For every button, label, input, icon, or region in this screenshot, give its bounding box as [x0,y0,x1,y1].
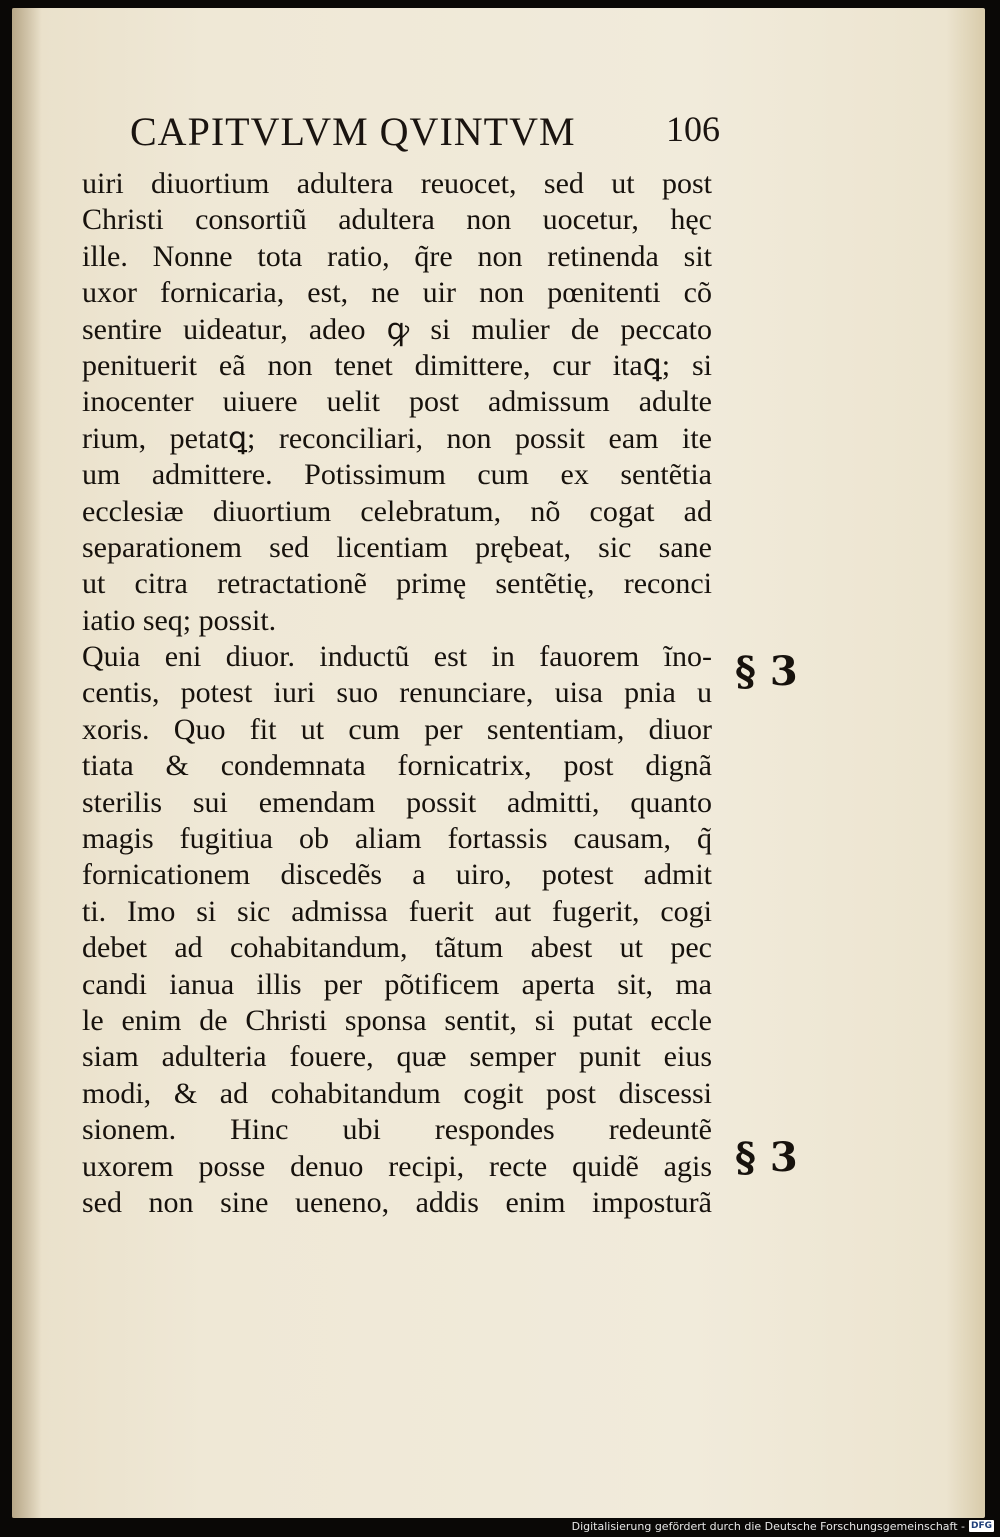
text-line: centis, potest iuri suo renunciare, uisa pnia u [82,676,712,710]
text-line: sentire uideatur, adeo ꝙ si mulier de peccato [82,312,712,346]
text-line: candi ianua illis per põtificem aperta sit, ma [82,967,712,1001]
text-line: fornicationem discedẽs a uiro, potest admit [82,858,712,892]
text-line: siam adulteria fouere, quæ semper punit eius [82,1040,712,1074]
text-line: rium, petatꝗ; reconciliari, non possit eam ite [82,421,712,455]
running-head: CAPITVLVM QVINTVM [130,109,576,154]
text-line: xoris. Quo fit ut cum per sententiam, diuor [82,712,712,746]
text-line: Christi consortiũ adultera non uocetur, hęc [82,203,712,237]
text-line: penituerit eã non tenet dimittere, cur itaꝗ; si [82,348,712,382]
text-line: uxorem posse denuo recipi, recte quidẽ agis [82,1149,712,1183]
text-line: uxor fornicaria, est, ne uir non pœnitenti cõ [82,276,712,310]
text-line: separationem sed licentiam prębeat, sic sane [82,530,712,564]
text-line: ille. Nonne tota ratio, q̃re non retinenda sit [82,239,712,273]
digitization-footer [572,1519,994,1533]
text-line: ti. Imo si sic admissa fuerit aut fugerit, cogi [82,894,712,928]
page-header [130,108,720,158]
text-line: Quia eni diuor. inductũ est in fauorem ĩno- [82,640,712,674]
folio-number: 106 [666,109,720,149]
text-line: ut citra retractationẽ primę sentẽtię, reconci [82,567,712,601]
text-line: um admittere. Potissimum cum ex sentẽtia [82,458,712,492]
text-line: tiata & condemnata fornicatrix, post dignã [82,749,712,783]
text-line: le enim de Christi sponsa sentit, si putat eccle [82,1003,712,1037]
text-line: uiri diuortium adultera reuocet, sed ut post [82,167,712,200]
margin-section-mark: § 3 [735,648,798,695]
text-line: sterilis sui emendam possit admitti, quanto [82,785,712,819]
text-line: sed non sine ueneno, addis enim imposturã [82,1185,712,1219]
text-line: sionem. Hinc ubi respondes redeuntẽ [82,1113,712,1147]
funding-credit: Digitalisierung gefördert durch die Deutsche Forschungsgemeinschaft - [571,1519,965,1533]
body-text [82,166,712,1221]
text-line: debet ad cohabitandum, tãtum abest ut pec [82,931,712,965]
book-page [12,8,985,1518]
text-line: inocenter uiuere uelit post admissum adulte [82,385,712,419]
text-line: iatio seq; possit. [82,603,277,637]
margin-section-mark: § 3 [735,1134,798,1181]
dfg-logo: DFG [970,1521,992,1531]
text-line: ecclesiæ diuortium celebratum, nõ cogat ad [82,494,712,528]
text-line: modi, & ad cohabitandum cogit post discessi [82,1076,712,1110]
text-line: magis fugitiua ob aliam fortassis causam, q̃ [82,822,712,856]
